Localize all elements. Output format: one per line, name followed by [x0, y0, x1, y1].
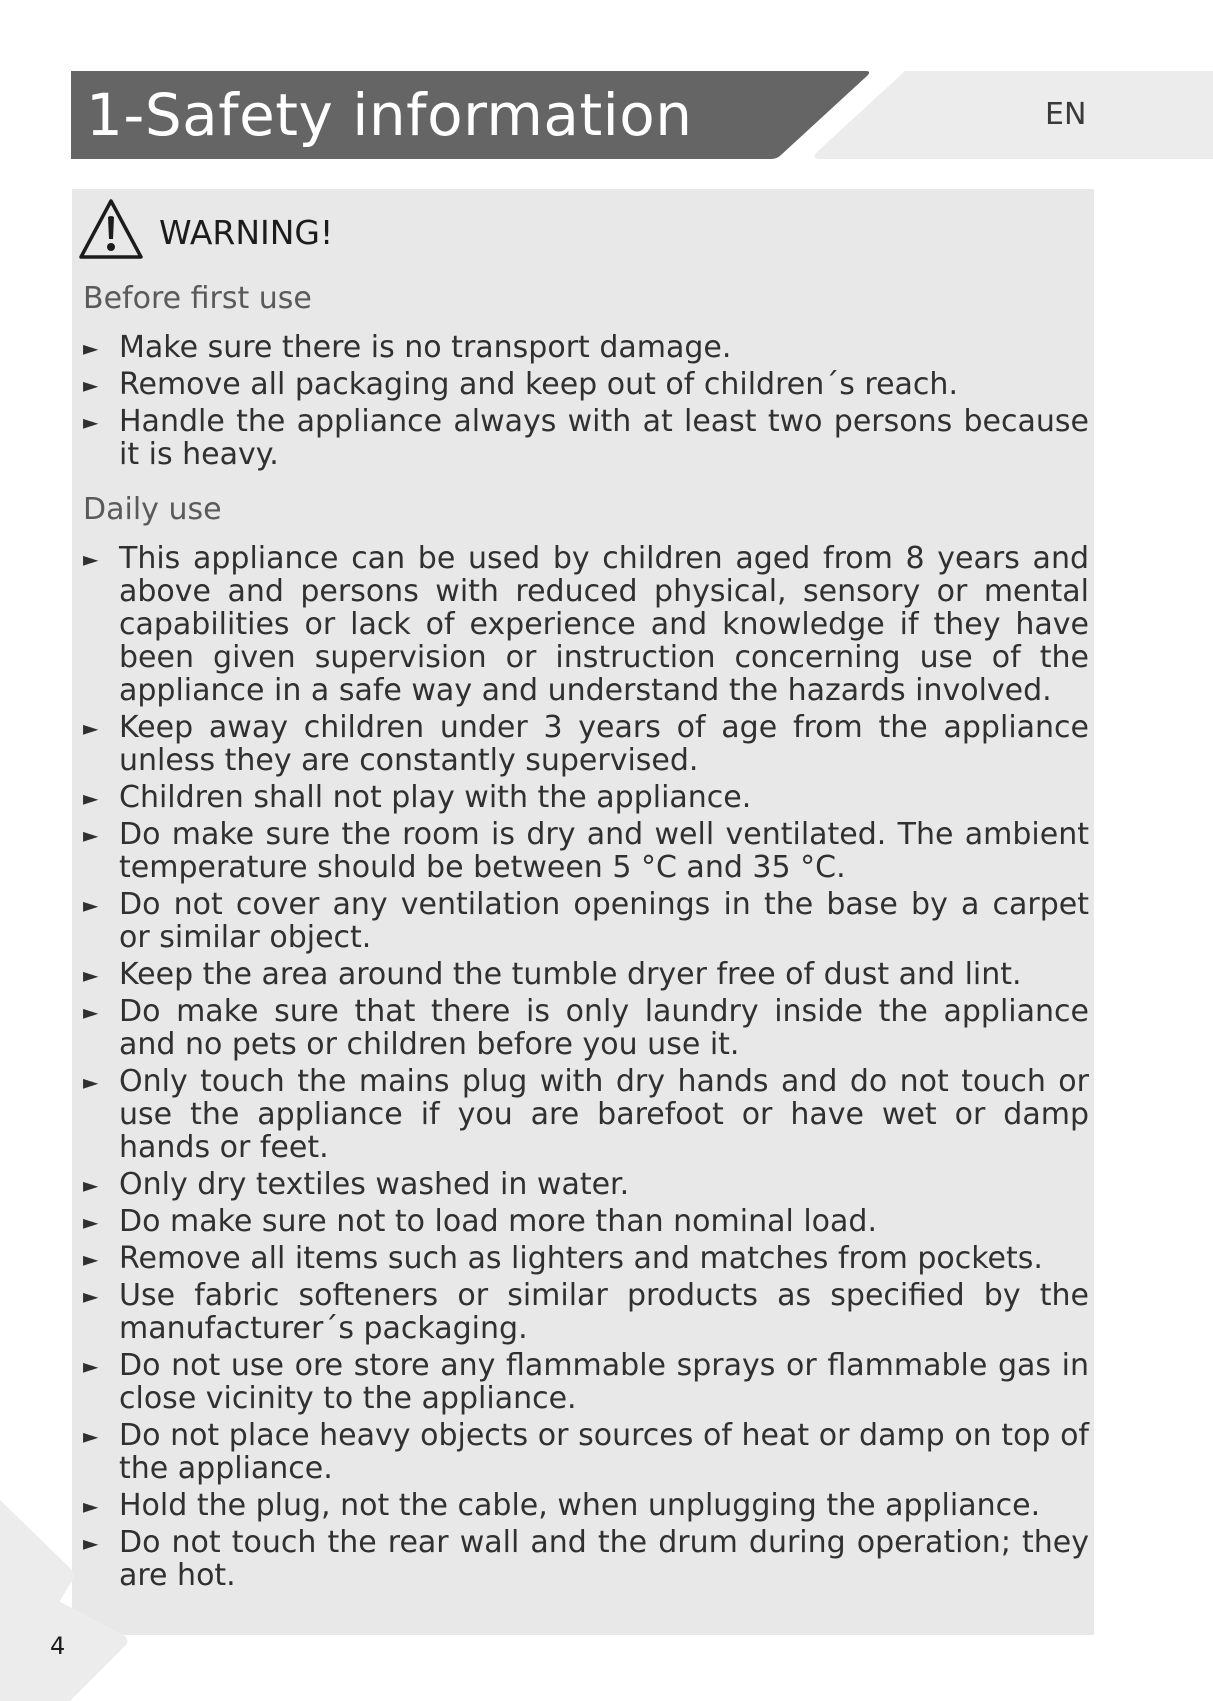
- list-item: [83, 888, 1089, 954]
- list-item-text: Do not touch the rear wall and the drum during operation; they are hot.: [119, 1525, 1089, 1593]
- warning-header: [78, 197, 678, 263]
- bullet-icon: ►: [83, 410, 99, 434]
- bullet-icon: ►: [83, 963, 99, 987]
- bullet-icon: ►: [83, 1494, 99, 1518]
- list-item: [83, 818, 1089, 884]
- bullet-icon: ►: [83, 373, 99, 397]
- bullet-icon: ►: [83, 1070, 99, 1094]
- list-item: [83, 405, 1089, 471]
- bullet-icon: ►: [83, 336, 99, 360]
- warning-panel: [72, 189, 1094, 1635]
- list-item: [83, 1489, 1089, 1522]
- list-item: [83, 542, 1089, 707]
- list-item: [83, 1419, 1089, 1485]
- list-item: [83, 1168, 1089, 1201]
- before-first-use-list: [83, 331, 1089, 475]
- list-item-text: Do not cover any ventilation openings in the base by a carpet or similar object.: [119, 887, 1089, 955]
- list-item: [83, 1349, 1089, 1415]
- list-item-text: Hold the plug, not the cable, when unplugging the appliance.: [119, 1488, 1041, 1523]
- page-title: 1-Safety information: [86, 81, 693, 149]
- list-item: [83, 1065, 1089, 1164]
- bullet-icon: ►: [83, 893, 99, 917]
- list-item-text: Do make sure not to load more than nominal load.: [119, 1204, 877, 1239]
- list-item: [83, 958, 1089, 991]
- bullet-icon: ►: [83, 1247, 99, 1271]
- list-item-text: Children shall not play with the appliance.: [119, 780, 752, 815]
- page-corner-shape: [0, 1500, 140, 1701]
- list-item-text: Do make sure the room is dry and well ventilated. The ambient temperature should be between 5 °C and 35 °C.: [119, 817, 1089, 885]
- bullet-icon: ►: [83, 1531, 99, 1555]
- list-item-text: Use fabric softeners or similar products as specified by the manufacturer´s packaging.: [119, 1278, 1089, 1346]
- warning-label: WARNING!: [159, 213, 334, 252]
- section-heading-before-first-use: Before first use: [83, 281, 312, 316]
- bullet-icon: ►: [83, 786, 99, 810]
- bullet-icon: ►: [83, 1210, 99, 1234]
- bullet-icon: ►: [83, 1424, 99, 1448]
- list-item: [83, 711, 1089, 777]
- list-item-text: Do make sure that there is only laundry inside the appliance and no pets or children before you use it.: [119, 994, 1089, 1062]
- list-item-text: Do not place heavy objects or sources of heat or damp on top of the appliance.: [119, 1418, 1089, 1486]
- list-item-text: Only touch the mains plug with dry hands and do not touch or use the appliance if you are barefoot or have wet or damp hands or feet.: [119, 1064, 1089, 1165]
- list-item-text: Handle the appliance always with at least two persons because it is heavy.: [119, 404, 1089, 472]
- bullet-icon: ►: [83, 547, 99, 571]
- language-tab: [810, 71, 1213, 159]
- list-item-text: Make sure there is no transport damage.: [119, 330, 732, 365]
- list-item-text: Keep away children under 3 years of age from the appliance unless they are constantly supervised.: [119, 710, 1089, 778]
- list-item: [83, 368, 1089, 401]
- bullet-icon: ►: [83, 1173, 99, 1197]
- list-item-text: This appliance can be used by children aged from 8 years and above and persons with reduced physical, sensory or mental capabilities or lack of experience and knowledge if they have been given supervision or instruction concerning use of the appliance in a safe way and understand the hazards involved.: [119, 541, 1089, 708]
- list-item: [83, 1526, 1089, 1592]
- header-banner: [71, 71, 871, 159]
- list-item: [83, 1279, 1089, 1345]
- list-item-text: Only dry textiles washed in water.: [119, 1167, 630, 1202]
- section-heading-daily-use: Daily use: [83, 492, 222, 527]
- bullet-icon: ►: [83, 716, 99, 740]
- list-item-text: Remove all packaging and keep out of children´s reach.: [119, 367, 958, 402]
- list-item: [83, 331, 1089, 364]
- list-item: [83, 1205, 1089, 1238]
- bullet-icon: ►: [83, 1000, 99, 1024]
- list-item: [83, 781, 1089, 814]
- bullet-icon: ►: [83, 1354, 99, 1378]
- bullet-icon: ►: [83, 823, 99, 847]
- list-item-text: Do not use ore store any flammable sprays or flammable gas in close vicinity to the appliance.: [119, 1348, 1089, 1416]
- list-item: [83, 995, 1089, 1061]
- warning-triangle-icon: [78, 197, 144, 261]
- list-item-text: Remove all items such as lighters and matches from pockets.: [119, 1241, 1043, 1276]
- list-item-text: Keep the area around the tumble dryer free of dust and lint.: [119, 957, 1022, 992]
- daily-use-list: [83, 542, 1089, 1596]
- list-item: [83, 1242, 1089, 1275]
- page-corner-tab: [0, 1500, 140, 1701]
- language-tab-shape: [810, 71, 1213, 159]
- page-number: 4: [50, 1632, 66, 1660]
- bullet-icon: ►: [83, 1284, 99, 1308]
- language-code: EN: [1045, 97, 1087, 132]
